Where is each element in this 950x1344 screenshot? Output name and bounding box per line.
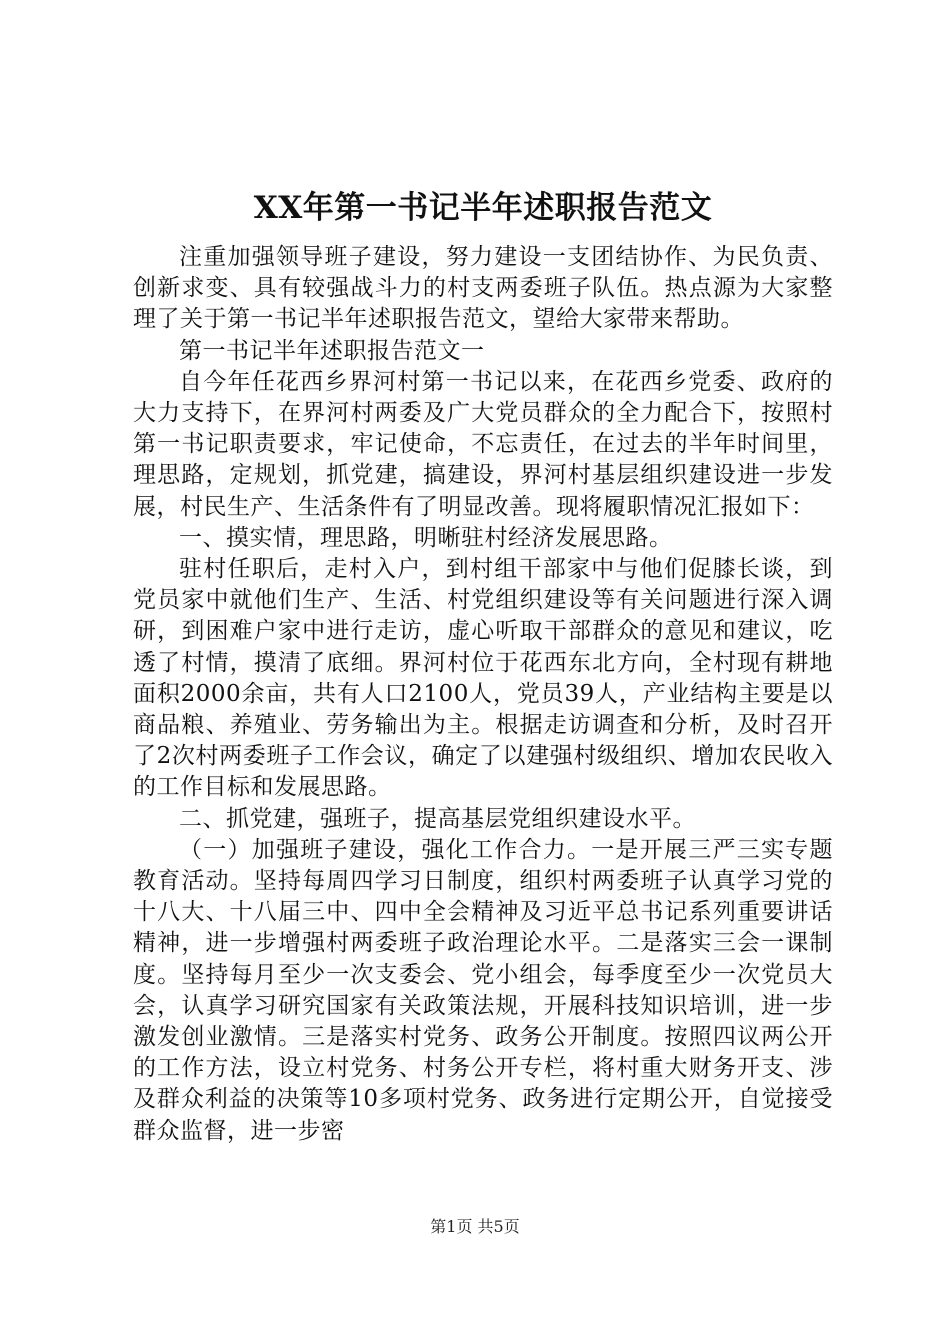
paragraph-section-2: （一）加强班子建设，强化工作合力。一是开展三严三实专题教育活动。坚持每周四学习日制度，组织村两委班子认真学习党的十八大、十八届三中、四中全会精神及习近平总书记系列重要讲话精神，进一步增强村两委班子政治理论水平。二是落实三会一课制度。坚持每月至少一次支委会、党小组会，每季度至少一次党员大会，认真学习研究国家有关政策法规，开展科技知识培训，进一步激发创业激情。三是落实村党务、政务公开制度。按照四议两公开的工作方法，设立村党务、村务公开专栏，将村重大财务开支、涉及群众利益的决策等10多项村党务、政务进行定期公开，自觉接受群众监督，进一步密 (133, 836, 833, 1144)
paragraph-intro: 注重加强领导班子建设，努力建设一支团结协作、为民负责、创新求变、具有较强战斗力的村支两委班子队伍。热点源为大家整理了关于第一书记半年述职报告范文，望给大家带来帮助。 (133, 244, 833, 333)
paragraph-subtitle: 第一书记半年述职报告范文一 (179, 337, 485, 364)
paragraph-overview: 自今年任花西乡界河村第一书记以来，在花西乡党委、政府的大力支持下，在界河村两委及广大党员群众的全力配合下，按照村第一书记职责要求，牢记使命，不忘责任，在过去的半年时间里，理思路，定规划，抓党建，搞建设，界河村基层组织建设进一步发展，村民生产、生活条件有了明显改善。现将履职情况汇报如下： (133, 368, 833, 520)
page-footer: 第1页 共5页 (430, 1217, 520, 1236)
paragraph-section-1: 驻村任职后，走村入户，到村组干部家中与他们促膝长谈，到党员家中就他们生产、生活、村党组织建设等有关问题进行深入调研，到困难户家中进行走访，虚心听取干部群众的意见和建议，吃透了村情，摸清了底细。界河村位于花西东北方向，全村现有耕地面积2000余亩，共有人口2100人，党员39人，产业结构主要是以商品粮、养殖业、劳务输出为主。根据走访调查和分析，及时召开了2次村两委班子工作会议，确定了以建强村级组织、增加农民收入的工作目标和发展思路。 (133, 556, 833, 801)
document-title: XX年第一书记半年述职报告范文 (253, 190, 713, 226)
paragraph-heading-2: 二、抓党建，强班子，提高基层党组织建设水平。 (179, 805, 696, 832)
document-body (133, 180, 833, 1147)
paragraph-heading-1: 一、摸实情，理思路，明晰驻村经济发展思路。 (179, 524, 673, 551)
